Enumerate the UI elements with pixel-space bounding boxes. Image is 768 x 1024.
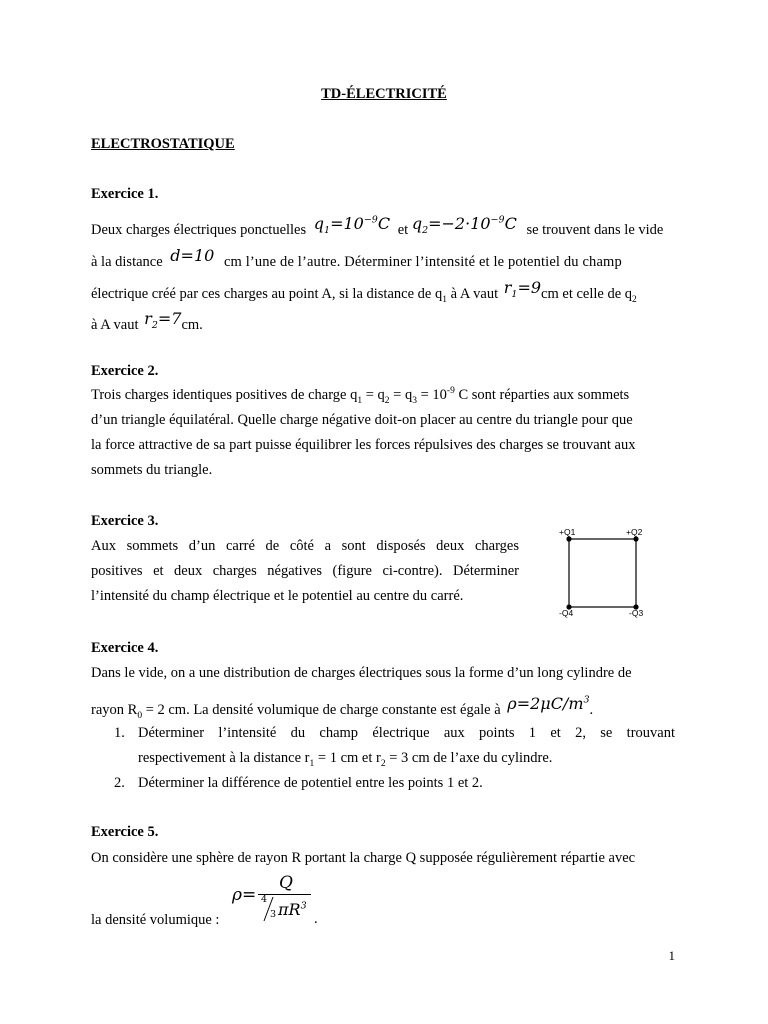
ex2-line-1: Trois charges identiques positives de charge $q_1 = q_2 = q_3 = 10^{-9}$ C sont réparties aux sommets	[91, 386, 630, 406]
exercise-4-heading: Exercice 4.	[91, 640, 159, 656]
charge-q2-dot	[633, 536, 638, 541]
label-q4: -Q4	[559, 608, 574, 618]
ex1-line-3: électrique créé par ces charges au point A, si la distance de $q_1$ à A vaut $r_1=9cm$ et celle de $q_2$	[91, 278, 637, 305]
exercise-2-heading: Exercice 2.	[91, 363, 159, 379]
ex3-line-1: Aux sommets d’un carré de côté a sont disposés deux charges	[91, 538, 519, 554]
ex5-line-2: la densité volumique :	[91, 912, 220, 928]
ex1-line-2: à la distance d=10 cm l’une de l’autre. Déterminer l’intensité et le potentiel du champ	[91, 246, 622, 270]
ex1-line-1: Deux charges électriques ponctuelles $q_1=10^{-9}C$ et $q_2=-2\cdot 10^{-9}C$ se trouvent dans le vide	[91, 214, 664, 238]
ex4-item-1-number: 1.	[114, 725, 125, 741]
fraction-numerator: Q	[279, 873, 293, 893]
square-diagram	[553, 525, 653, 620]
ex4-item-2-line-1: Déterminer la différence de potentiel entre les points 1 et 2.	[138, 775, 483, 791]
exercise-1-heading: Exercice 1.	[91, 186, 159, 202]
ex2-line-2: d’un triangle équilatéral. Quelle charge négative doit-on placer au centre du triangle pour que	[91, 412, 633, 428]
label-q3: -Q3	[629, 608, 644, 618]
square-outline	[569, 539, 636, 607]
exercise-3-heading: Exercice 3.	[91, 513, 159, 529]
q2-formula: $q_2=-2\cdot 10^{-9}C$	[411, 214, 517, 237]
ex1-line-4: à A vaut $r_2=7cm$.	[91, 309, 203, 333]
q1-formula: $q_1=10^{-9}C$	[313, 214, 391, 237]
ex2-line-3: la force attractive de sa part puisse équilibrer les forces répulsives des charges se trouvant aux	[91, 437, 636, 453]
ex4-line-1: Dans le vide, on a une distribution de charges électriques sous la forme d’un long cylindre de	[91, 665, 632, 681]
ex4-item-1-line-1: Déterminer l’intensité du champ électrique aux points 1 et 2, se trouvant	[138, 725, 675, 741]
r1-formula: $r_1=9$	[503, 278, 542, 301]
ex4-item-2-number: 2.	[114, 775, 125, 791]
square-charges-figure	[553, 525, 653, 620]
ex3-line-3: l’intensité du champ électrique et le potentiel au centre du carré.	[91, 588, 464, 604]
section-heading: ELECTROSTATIQUE	[91, 136, 235, 152]
charge-q1-dot	[566, 536, 571, 541]
ex2-line-4: sommets du triangle.	[91, 462, 213, 478]
label-q1: +Q1	[559, 527, 576, 537]
charge-density-formula: $\rho=2\mu C/m^3$	[507, 694, 590, 713]
page-number: 1	[668, 948, 675, 963]
distance-formula: d=10	[170, 246, 215, 265]
ex4-line-2: rayon $R_0 = 2$ cm. La densité volumique de charge constante est égale à $\rho=2\mu C/m^3$.	[91, 694, 594, 721]
exercise-5-heading: Exercice 5.	[91, 824, 159, 840]
r2-formula: $r_2=7$	[144, 309, 182, 332]
ex4-item-1-line-2: respectivement à la distance $r_1 = 1$ cm et $r_2 = 3$ cm de l’axe du cylindre.	[138, 750, 553, 769]
volume-density-formula: ρ= Q 4 3 $\pi R^3$ .	[232, 873, 318, 927]
ex5-line-1: On considère une sphère de rayon R portant la charge Q supposée régulièrement répartie avec	[91, 850, 636, 866]
page-title: TD-ÉLECTRICITÉ	[321, 86, 447, 102]
ex3-line-2: positives et deux charges négatives (figure ci-contre). Déterminer	[91, 563, 519, 579]
label-q2: +Q2	[626, 527, 643, 537]
